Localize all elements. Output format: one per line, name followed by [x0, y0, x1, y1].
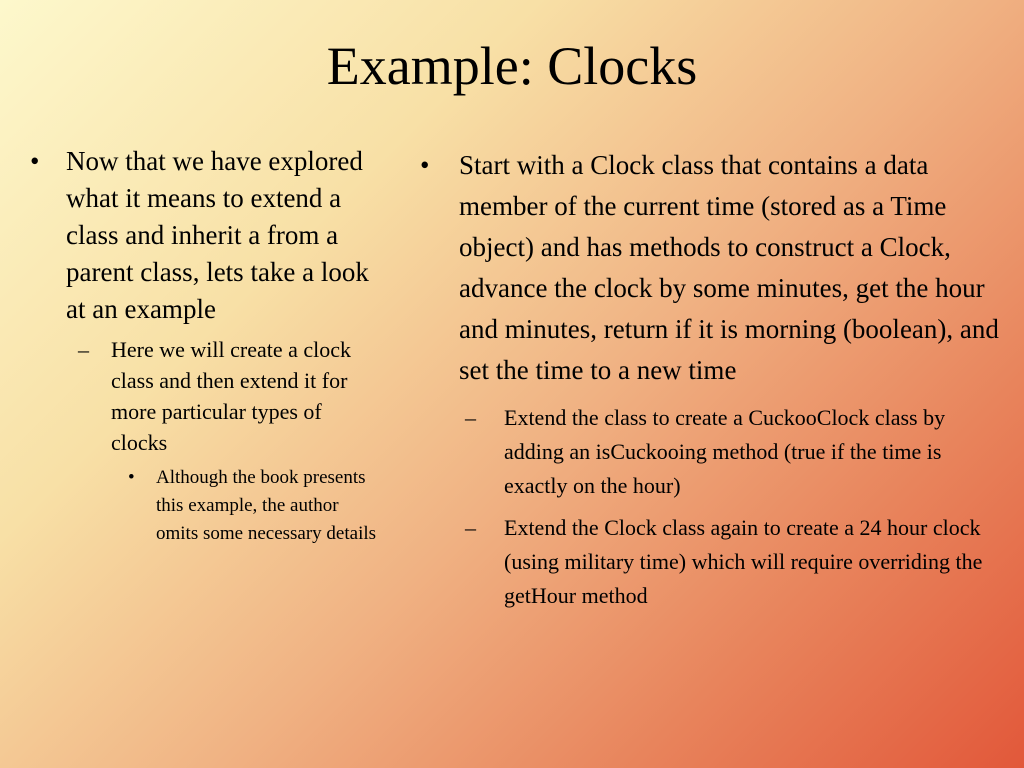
right-main-bullet-item: [420, 145, 1000, 391]
right-main-text: Start with a Clock class that contains a data member of the current time (stored as a Time object) and has methods to construct a Clock, advance the clock by some minutes, get the hour and minutes, return if it is morning (boolean), and set the time to a new time: [459, 150, 999, 385]
slide-title: Example: Clocks: [326, 36, 698, 96]
bullet-icon: •: [128, 467, 135, 488]
bullet-icon: •: [30, 146, 40, 176]
left-subsub-text: Although the book presents this example, the author omits some necessary details: [156, 467, 377, 544]
left-main-text: Now that we have explored what it means to extend a class and inherit a from a parent class, lets take a look at an example: [66, 146, 369, 324]
right-sub-text-2: Extend the Clock class again to create a 24 hour clock (using military time) which will require overriding the getHour method: [504, 515, 983, 608]
dash-icon: –: [465, 405, 476, 430]
left-column: [30, 143, 380, 548]
bullet-icon: •: [420, 150, 430, 180]
right-sub-bullet-item: [465, 401, 1000, 503]
right-column: [420, 145, 1000, 613]
right-sub-bullet-item: [465, 511, 1000, 613]
dash-icon: –: [78, 337, 89, 362]
right-sub-text-1: Extend the class to create a CuckooClock class by adding an isCuckooing method (true if the time is exactly on the hour): [504, 405, 946, 498]
left-sub-bullet-item: [78, 334, 380, 458]
dash-icon: –: [465, 515, 476, 540]
left-subsub-bullet-item: [128, 464, 380, 548]
left-sub-text: Here we will create a clock class and then extend it for more particular types of clocks: [111, 337, 352, 455]
left-main-bullet-item: [30, 143, 380, 328]
